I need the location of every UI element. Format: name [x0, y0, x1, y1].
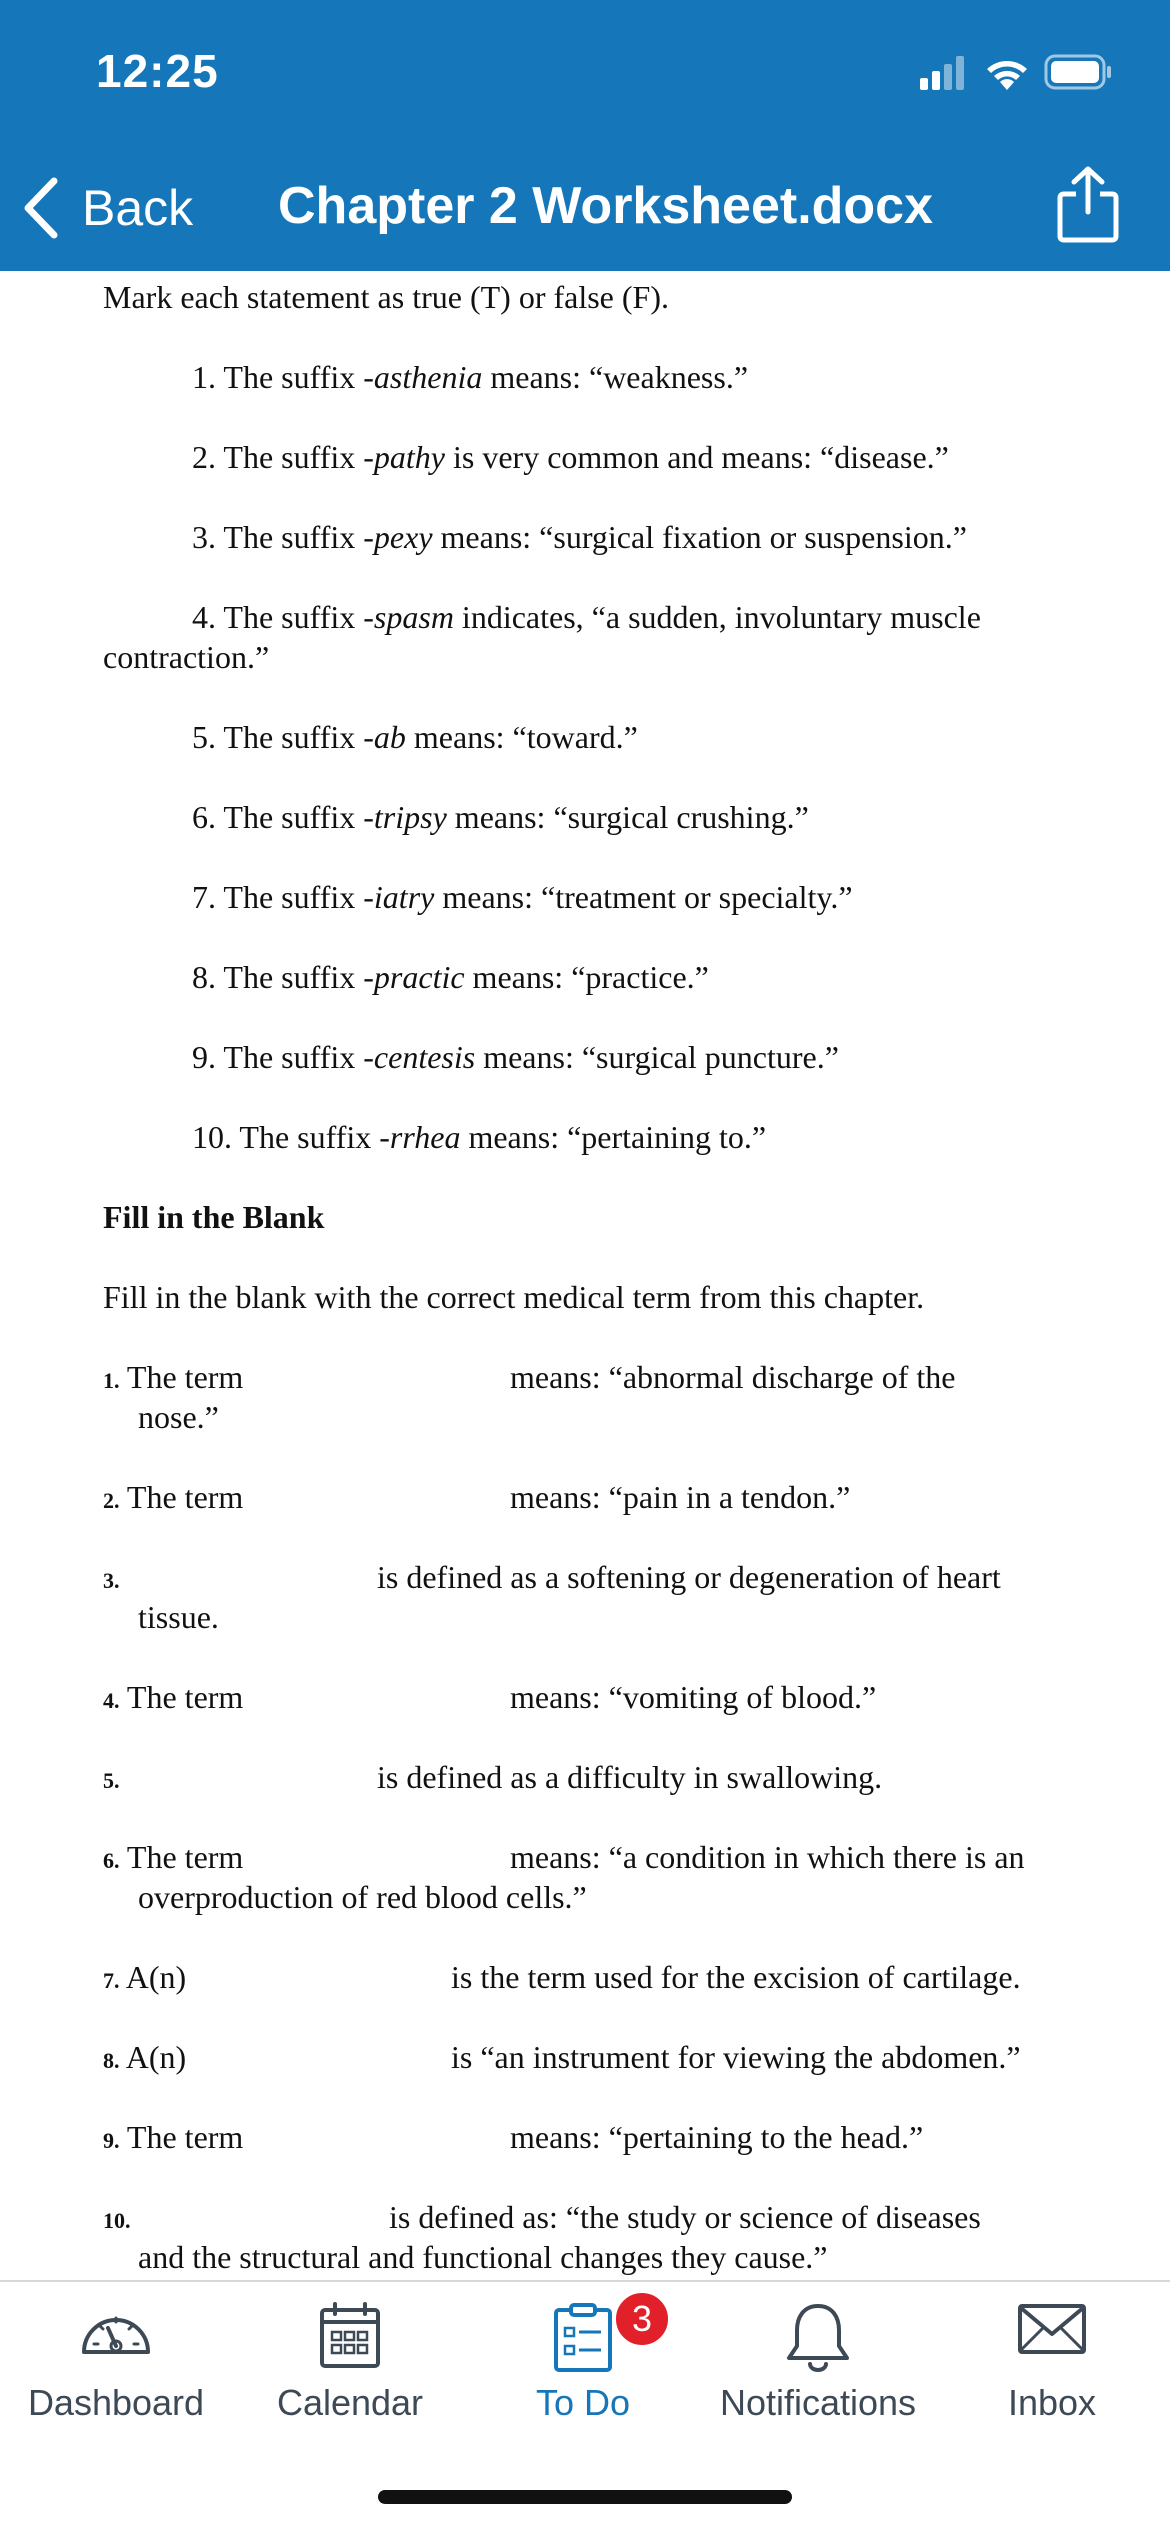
tab-inbox[interactable] — [942, 2282, 1162, 2452]
tf-instructions: Mark each statement as true (T) or false (F). — [103, 279, 669, 315]
tf-item: 4. The suffix -spasm indicates, “a sudden, involuntary muscle — [192, 599, 981, 635]
fb-item-continuation: nose.” — [138, 1399, 219, 1435]
share-icon — [1056, 166, 1120, 244]
tab-calendar[interactable] — [240, 2282, 460, 2452]
fb-item-text: means: “pain in a tendon.” — [510, 1479, 851, 1515]
fb-item-text: is the term used for the excision of cartilage. — [451, 1959, 1021, 1995]
tab-notifications[interactable] — [708, 2282, 928, 2452]
fb-item: 4. The term — [103, 1679, 244, 1715]
tf-item: 8. The suffix -practic means: “practice.” — [192, 959, 709, 995]
fb-item-text: is “an instrument for viewing the abdomen.” — [451, 2039, 1021, 2075]
tab-label: Dashboard — [27, 2382, 205, 2423]
tf-item-continuation: contraction.” — [103, 639, 270, 675]
tab-label: To Do — [535, 2382, 631, 2423]
fb-item-continuation: tissue. — [138, 1599, 219, 1635]
home-indicator[interactable] — [378, 2490, 792, 2504]
fb-item-text: means: “a condition in which there is an — [510, 1839, 1025, 1875]
fb-item-text: means: “pertaining to the head.” — [510, 2119, 924, 2155]
cellular-signal-icon — [920, 56, 966, 90]
calendar-icon — [319, 2302, 381, 2370]
document-content — [0, 271, 1170, 2275]
battery-icon — [1044, 54, 1114, 90]
fb-item: 2. The term — [103, 1479, 244, 1515]
tf-item: 10. The suffix -rrhea means: “pertaining to.” — [192, 1119, 767, 1155]
fb-item-number: 5. — [103, 1768, 120, 1793]
status-icons — [920, 52, 1110, 92]
status-time: 12:25 — [96, 45, 219, 97]
todo-icon — [553, 2302, 613, 2372]
tf-item: 5. The suffix -ab means: “toward.” — [192, 719, 638, 755]
app-header — [0, 0, 1170, 271]
fb-item: 1. The term — [103, 1359, 244, 1395]
fb-item-number: 2. — [103, 1488, 120, 1513]
back-label: Back — [82, 180, 194, 236]
bell-icon — [785, 2302, 851, 2372]
tab-label: Calendar — [276, 2382, 424, 2423]
dashboard-icon — [78, 2302, 154, 2358]
todo-badge: 3 — [613, 2290, 671, 2348]
wifi-icon — [982, 54, 1032, 92]
back-button[interactable] — [22, 168, 193, 248]
fb-item-text: means: “vomiting of blood.” — [510, 1679, 877, 1715]
chevron-left-icon — [22, 177, 62, 239]
fb-item-number: 4. — [103, 1688, 120, 1713]
tab-label: Notifications — [719, 2382, 917, 2423]
fb-item-number: 3. — [103, 1568, 120, 1593]
fb-item-continuation: overproduction of red blood cells.” — [138, 1879, 587, 1915]
fb-item-number: 6. — [103, 1848, 120, 1873]
fb-item — [103, 2199, 131, 2236]
fb-item-number: 8. — [103, 2048, 120, 2073]
fb-item: 9. The term — [103, 2119, 244, 2155]
fb-item-text: is defined as a softening or degeneration of heart — [377, 1559, 1001, 1595]
fb-item-number: 1. — [103, 1368, 120, 1393]
fb-item-text: means: “abnormal discharge of the — [510, 1359, 956, 1395]
section-heading: Fill in the Blank — [103, 1199, 325, 1235]
tab-label: Inbox — [1007, 2382, 1097, 2423]
tf-item: 6. The suffix -tripsy means: “surgical crushing.” — [192, 799, 809, 835]
tab-todo[interactable] — [473, 2282, 693, 2452]
tf-item: 1. The suffix -asthenia means: “weakness.” — [192, 359, 749, 395]
fb-item-text: is defined as a difficulty in swallowing. — [377, 1759, 883, 1795]
fb-item — [103, 1759, 120, 1796]
share-button[interactable] — [1056, 166, 1120, 249]
fb-item-continuation: and the structural and functional changes they cause.” — [138, 2239, 828, 2275]
fb-item-number: 7. — [103, 1968, 120, 1993]
fb-item-number: 9. — [103, 2128, 120, 2153]
inbox-icon — [1017, 2302, 1087, 2356]
fb-item-number: 10. — [103, 2208, 131, 2233]
tf-item: 9. The suffix -centesis means: “surgical puncture.” — [192, 1039, 839, 1075]
tab-dashboard[interactable] — [6, 2282, 226, 2452]
fb-item: 8. A(n) — [103, 2039, 187, 2075]
document-title: Chapter 2 Worksheet.docx — [278, 177, 934, 235]
tf-item: 3. The suffix -pexy means: “surgical fixation or suspension.” — [192, 519, 967, 555]
tf-item: 7. The suffix -iatry means: “treatment or specialty.” — [192, 879, 853, 915]
fb-instructions: Fill in the blank with the correct medical term from this chapter. — [103, 1279, 925, 1315]
fb-item: 7. A(n) — [103, 1959, 187, 1995]
fb-item-text: is defined as: “the study or science of diseases — [389, 2199, 981, 2235]
fb-item — [103, 1559, 120, 1596]
fb-item: 6. The term — [103, 1839, 244, 1875]
tf-item: 2. The suffix -pathy is very common and means: “disease.” — [192, 439, 949, 475]
